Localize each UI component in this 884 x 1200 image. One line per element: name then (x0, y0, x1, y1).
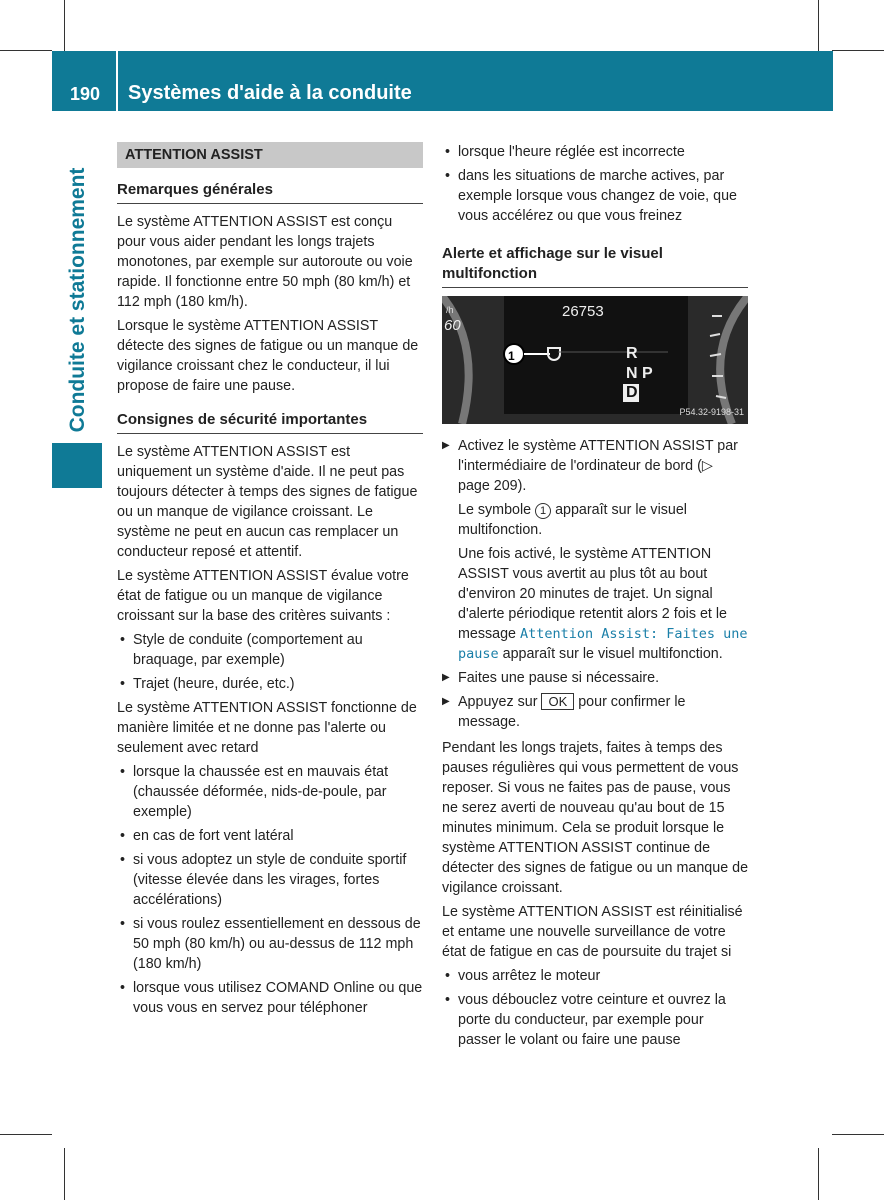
limits-list (117, 762, 423, 1018)
crop-mark (64, 0, 65, 52)
reset-list (442, 966, 748, 1050)
page-number: 190 (69, 84, 101, 104)
paragraph: Lorsque le système ATTENTION ASSIST détecte des signes de fatigue ou un manque de vigilance croissant chez le conducteur, il lui propose de faire une pause. (117, 318, 419, 394)
consignes-heading: Consignes de sécurité importantes (117, 410, 423, 434)
paragraph: Le système ATTENTION ASSIST fonctionne de manière limitée et ne donne pas l'alerte ou seulement avec retard (117, 700, 417, 756)
section-title: ATTENTION ASSIST (117, 142, 423, 168)
list-item: • Style de conduite (comportement au braquage, par exemple) (117, 630, 423, 670)
list-item: • vous débouclez votre ceinture et ouvrez la porte du conducteur, par exemple pour passer le volant ou faire une pause (442, 990, 748, 1050)
list-item: • en cas de fort vent latéral (117, 826, 423, 846)
alerte-heading: Alerte et affichage sur le visuel multifonction (442, 244, 748, 288)
limits-list-continued (442, 142, 748, 226)
step-text: ▶ Activez le système ATTENTION ASSIST par l'intermédiaire de l'ordinateur de bord (▷ page 209). (458, 438, 738, 494)
step-text-part: Le symbole (458, 502, 536, 518)
list-item: • lorsque la chaussée est en mauvais état (chaussée déformée, nids-de-poule, par exemple) (117, 762, 423, 822)
gear-r: R (626, 345, 638, 362)
steps-list (442, 436, 748, 732)
step-item (442, 436, 748, 664)
list-item: • si vous adoptez un style de conduite sportif (vitesse élevée dans les virages, fortes accélérations) (117, 850, 423, 910)
display-message: Attention Assist: Faites une pause (458, 626, 748, 662)
step-text-part: Une fois activé, le système ATTENTION ASSIST vous avertit au plus tôt au bout d'environ 20 minutes de trajet. Un signal d'alerte périodique retentit alors 2 fois et le message (458, 546, 727, 642)
instrument-cluster-image (442, 296, 748, 424)
ok-key-icon: OK (541, 693, 574, 710)
step-item: ▶ Faites une pause si nécessaire. (442, 668, 748, 688)
symbol-1-icon: 1 (535, 503, 551, 519)
list-item: • vous arrêtez le moteur (442, 966, 748, 986)
crop-mark (818, 1148, 819, 1200)
list-item: • lorsque vous utilisez COMAND Online ou que vous vous en servez pour téléphoner (117, 978, 423, 1018)
crop-mark (832, 50, 884, 51)
step-text (458, 544, 748, 664)
unit-fragment: /h (446, 305, 454, 315)
callout-number: 1 (508, 349, 515, 363)
list-item: • si vous roulez essentiellement en dessous de 50 mph (80 km/h) ou au-dessus de 112 mph (180 km/h) (117, 914, 423, 974)
paragraph: Le système ATTENTION ASSIST est réinitialisé et entame une nouvelle surveillance de votre état de fatigue en cas de poursuite du trajet si (442, 904, 743, 960)
criteria-list (117, 630, 423, 694)
side-tab-marker (52, 443, 102, 488)
list-item: • dans les situations de marche actives, par exemple lorsque vous changez de voie, que vous accélérez ou que vous freinez (442, 166, 748, 226)
crop-mark (0, 1134, 52, 1135)
remarques-heading: Remarques générales (117, 180, 423, 204)
paragraph: Pendant les longs trajets, faites à temps des pauses régulières qui vous permettent de vous reposer. Si vous ne faites pas de pause, vous ne serez averti de nouveau qu'au bout de 15 minutes minimum. Cela se produit lorsque le système ATTENTION ASSIST continue de détecter des signes de fatigue ou un manque de vigilance croissant. (442, 740, 749, 896)
odometer-readout: 26753 (562, 303, 604, 320)
right-column (442, 142, 748, 1054)
header-separator (116, 51, 118, 111)
step-item (442, 692, 748, 732)
page-title: Systèmes d'aide à la conduite (128, 82, 412, 104)
side-tab-label: Conduite et stationnement (66, 167, 89, 433)
gear-n: N (626, 365, 638, 382)
paragraph: Le système ATTENTION ASSIST évalue votre état de fatigue ou un manque de vigilance croissant sur la base des critères suivants : (117, 568, 409, 624)
crop-mark (832, 1134, 884, 1135)
image-code: P54.32-9198-31 (679, 407, 744, 417)
list-item: • Trajet (heure, durée, etc.) (117, 674, 423, 694)
step-text-part: apparaît sur le visuel multifonction. (458, 502, 687, 538)
step-text (458, 500, 748, 540)
paragraph: Le système ATTENTION ASSIST est conçu pour vous aider pendant les longs trajets monotones, par exemple sur autoroute ou voie rapide. Il fonctionne entre 50 mph (80 km/h) et 112 mph (180 km/h). (117, 214, 413, 310)
paragraph: Le système ATTENTION ASSIST est uniquement un système d'aide. Il ne peut pas toujours détecter à temps des signes de fatigue ou un manque de vigilance croissant. Le système ne peut en aucun cas remplacer un conducteur reposé et attentif. (117, 444, 418, 560)
speed-fragment: 60 (444, 317, 461, 334)
gear-p: P (642, 365, 653, 382)
step-text-part: Appuyez sur (458, 694, 542, 710)
crop-mark (0, 50, 52, 51)
step-text-part: pour confirmer le message. (458, 694, 686, 730)
gear-d: D (626, 384, 638, 401)
step-text-part: apparaît sur le visuel multifonction. (498, 646, 723, 662)
crop-mark (818, 0, 819, 52)
left-column (117, 142, 423, 1022)
list-item: • lorsque l'heure réglée est incorrecte (442, 142, 748, 162)
crop-mark (64, 1148, 65, 1200)
